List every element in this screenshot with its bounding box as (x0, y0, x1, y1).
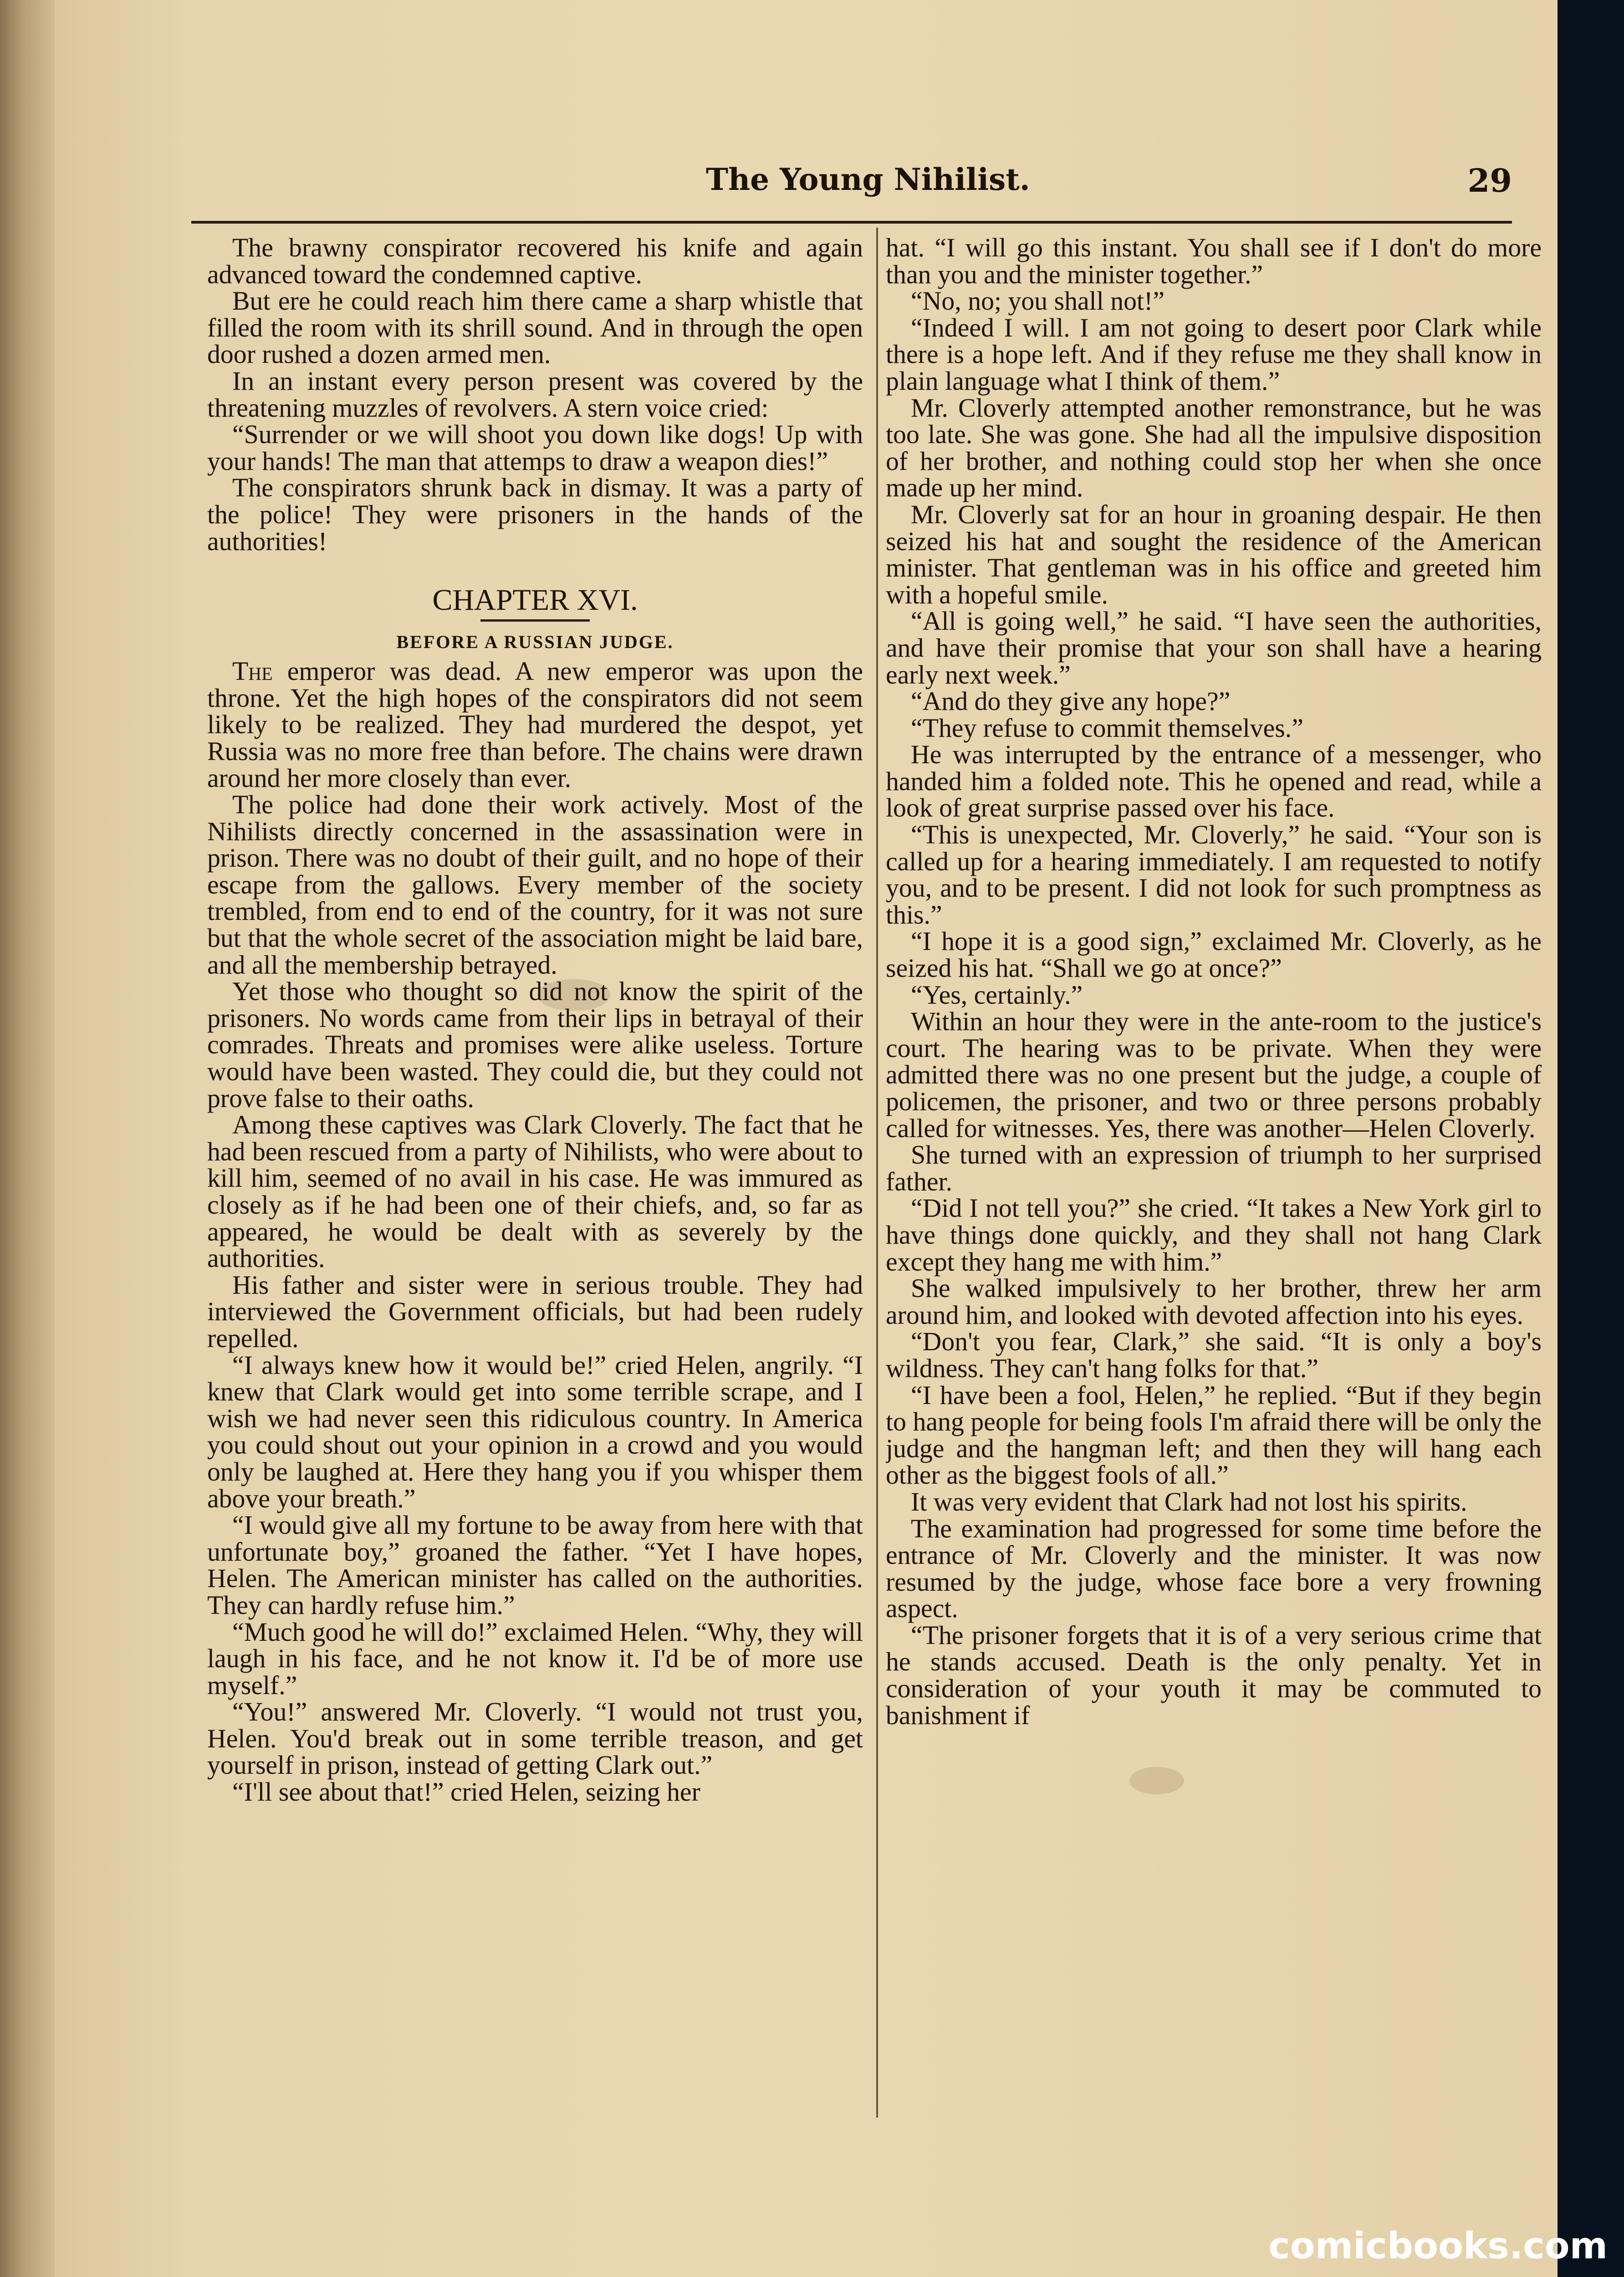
right-column (886, 235, 1542, 2124)
paragraph: Mr. Cloverly sat for an hour in groaning despair. He then seized his hat and sought the residence of the American minister. That gentleman was in his office and greeted him with a hopeful smile. (886, 499, 1542, 609)
paragraph: She walked impulsively to her brother, threw her arm around him, and looked with devoted affection into his eyes. (886, 1273, 1542, 1330)
page-number: 29 (1467, 162, 1512, 199)
paragraph: “Much good he will do!” exclaimed Helen. “Why, they will laugh in his face, and he not know it. I'd be of more use myself.” (207, 1617, 863, 1700)
chapter-opening-paragraph (207, 658, 863, 791)
chapter-title: CHAPTER XVI. (432, 583, 638, 617)
paragraph: But ere he could reach him there came a sharp whistle that filled the room with its shrill sound. And in through the open door rushed a dozen armed men. (207, 286, 863, 369)
paragraph: The examination had progressed for some time before the entrance of Mr. Cloverly and the minister. It was now resumed by the judge, whose face bore a very frowning aspect. (886, 1513, 1542, 1624)
book-spine (0, 0, 55, 2277)
paragraph: Yet those who thought so did not know the spirit of the prisoners. No words came from their lips in betrayal of their comrades. Threats and promises were alike useless. Torture would have been wasted. They could die, but they could not prove false to their oaths. (207, 976, 863, 1113)
paragraph: “All is going well,” he said. “I have seen the authorities, and have their promise that your son shall have a hearing early next week.” (886, 606, 1542, 689)
paragraph: “They refuse to commit themselves.” (911, 713, 1303, 743)
page-header (191, 162, 1521, 216)
site-watermark: comicbooks.com (1268, 2225, 1608, 2267)
paragraph: “You!” answered Mr. Cloverly. “I would not trust you, Helen. You'd break out in some terrible treason, and get yourself in prison, instead of getting Clark out.” (207, 1697, 863, 1780)
paragraph: “Indeed I will. I am not going to desert poor Clark while there is a hope left. And if they refuse me they shall know in plain language what I think of them.” (886, 312, 1542, 396)
running-title: The Young Nihilist. (706, 162, 1030, 197)
paragraph: In an instant every person present was covered by the threatening muzzles of revolvers. A stern voice cried: (207, 366, 863, 423)
opening-word: The (232, 656, 273, 686)
paragraph: “I hope it is a good sign,” exclaimed Mr. Cloverly, as he seized his hat. “Shall we go at once?” (886, 926, 1542, 983)
chapter-rule (480, 619, 590, 622)
paragraph: He was interrupted by the entrance of a messenger, who handed him a folded note. This he opened and read, while a look of great surprise passed over his face. (886, 740, 1542, 823)
paragraph: She turned with an expression of triumph to her surprised father. (886, 1140, 1542, 1196)
column-divider (876, 228, 878, 2118)
paragraph: “Yes, certainly.” (911, 980, 1083, 1010)
paragraph: “I always knew how it would be!” cried Helen, angrily. “I knew that Clark would get into some terrible scrape, and I wish we had never seen this ridiculous country. In America you could shout out your opinion in a crowd and you would only be laughed at. Here they hang you if you whisper them above your breath.” (207, 1350, 863, 1513)
paragraph: The brawny conspirator recovered his knife and again advanced toward the condemned captive. (207, 235, 863, 289)
paragraph: “This is unexpected, Mr. Cloverly,” he said. “Your son is called up for a hearing immediately. I am requested to notify you, and to be present. I did not look for such promptness as this.” (886, 820, 1542, 929)
paragraph: The conspirators shrunk back in dismay. It was a party of the police! They were prisoners in the hands of the authorities! (207, 473, 863, 556)
paragraph: Among these captives was Clark Cloverly. The fact that he had been rescued from a party of Nihilists, who were about to kill him, seemed of no avail in his case. He was immured as closely as if he had been one of their chiefs, and, so far as appeared, he would be dealt with as severely by the authorities. (207, 1110, 863, 1273)
header-rule (191, 221, 1512, 224)
paragraph: “Don't you fear, Clark,” she said. “It is only a boy's wildness. They can't hang folks for that.” (886, 1327, 1542, 1383)
paragraph: “And do they give any hope?” (911, 686, 1231, 716)
paragraph: “I have been a fool, Helen,” he replied. “But if they begin to hang people for being fools I'm afraid there will be only the judge and the hangman left; and then they will hang each other as the biggest fools of all.” (886, 1380, 1542, 1490)
paragraph: “Surrender or we will shoot you down like dogs! Up with your hands! The man that attemps to draw a weapon dies!” (207, 419, 863, 476)
opening-text: emperor was dead. A new emperor was upon the throne. Yet the high hopes of the conspirators did not seem likely to be realized. They had murdered the despot, yet Russia was no more free than before. The chains were drawn around her more closely than ever. (207, 656, 863, 793)
left-column (207, 235, 863, 2124)
paragraph: “I would give all my fortune to be away from here with that unfortunate boy,” groaned the father. “Yet I have hopes, Helen. The American minister has called on the authorities. They can hardly refuse him.” (207, 1510, 863, 1620)
paragraph: Within an hour they were in the ante-room to the justice's court. The hearing was to be private. When they were admitted there was no one present but the judge, a couple of policemen, the prisoner, and two or three persons probably called for witnesses. Yes, there was another—Helen Cloverly. (886, 1006, 1542, 1143)
paragraph: Mr. Cloverly attempted another remonstrance, but he was too late. She was gone. She had all the impulsive disposition of her brother, and nothing could stop her when she once made up her mind. (886, 393, 1542, 503)
chapter-subtitle: BEFORE A RUSSIAN JUDGE. (396, 632, 674, 653)
paragraph: The police had done their work actively. Most of the Nihilists directly concerned in the assassination were in prison. There was no doubt of their guilt, and no hope of their escape from the gallows. Every member of the society trembled, from end to end of the country, for it was not sure but that the whole secret of the association might be laid bare, and all the membership betrayed. (207, 790, 863, 980)
paragraph: “I'll see about that!” cried Helen, seizing her (232, 1777, 700, 1807)
paragraph: It was very evident that Clark had not lost his spirits. (911, 1486, 1467, 1516)
paragraph: His father and sister were in serious trouble. They had interviewed the Government officials, but had been rudely repelled. (207, 1270, 863, 1353)
paragraph: “The prisoner forgets that it is of a very serious crime that he stands accused. Death is the only penalty. Yet in consideration of your youth it may be commuted to banishment if (886, 1620, 1542, 1730)
continued-paragraph: hat. “I will go this instant. You shall see if I don't do more than you and the minister together.” (886, 235, 1542, 289)
paragraph: “No, no; you shall not!” (911, 286, 1165, 316)
paragraph: “Did I not tell you?” she cried. “It takes a New York girl to have things done quickly, and they shall not hang Clark except they hang me with him.” (886, 1193, 1542, 1276)
scan-background (1558, 0, 1624, 2277)
